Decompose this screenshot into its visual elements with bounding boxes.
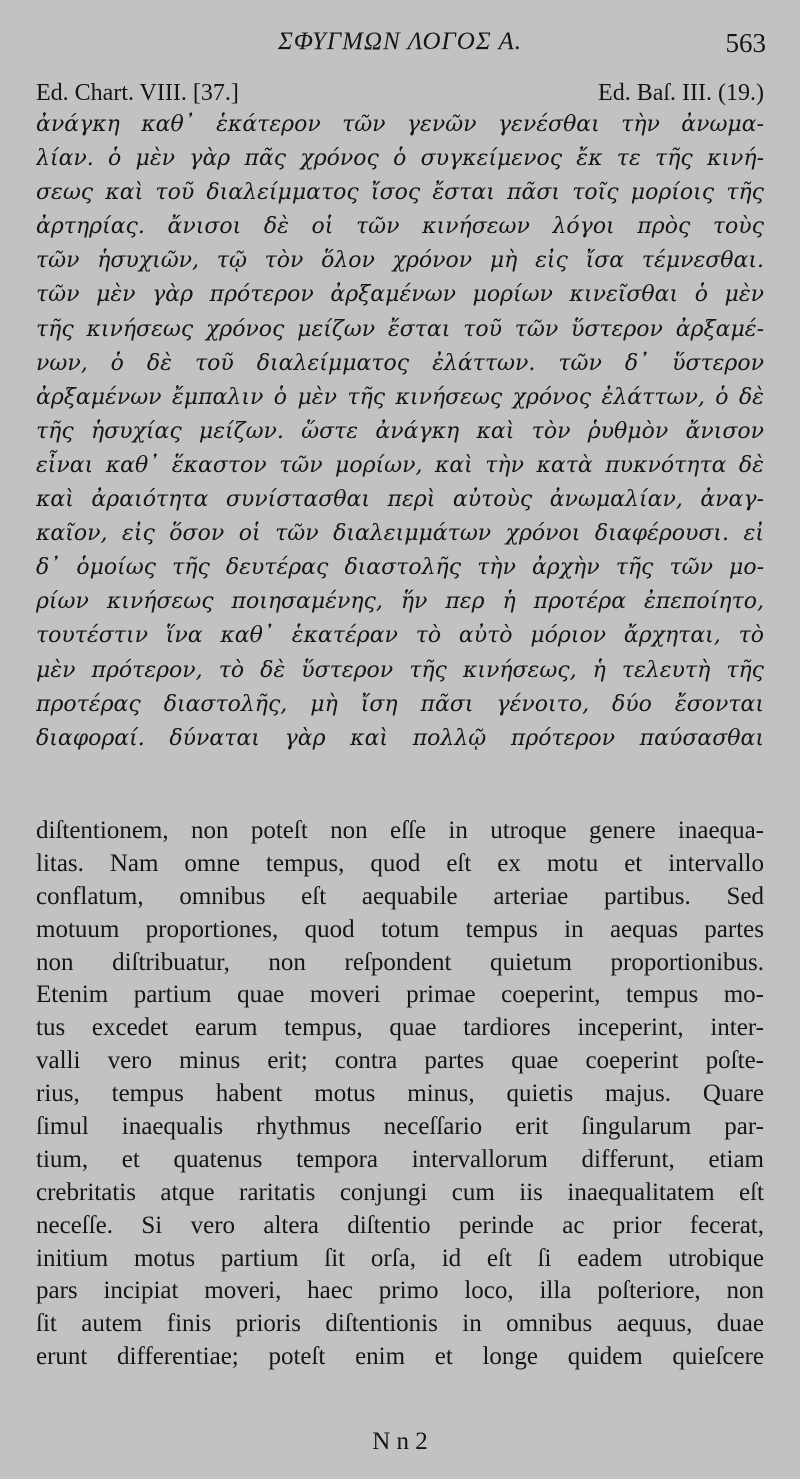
greek-line: μὲν πρότερον, τὸ δὲ ὕστερον τῆς κινήσεως, ἡ τελευτὴ τῆς [36,657,764,683]
latin-line: conflatum, omnibus eſt aequabile arteriae partibus. Sed [36,882,764,910]
latin-line: Etenim partium quae moveri primae coeperint, tempus mo- [36,981,764,1009]
latin-line: tus excedet earum tempus, quae tardiores inceperint, inter- [36,1014,764,1042]
latin-line: initium motus partium ſit orſa, id eſt ſi eadem utrobique [36,1244,764,1272]
greek-line: τῆς κινήσεως χρόνος μείζων ἔσται τοῦ τῶν ὕστερον ἀρξαμέ- [36,316,764,342]
greek-line: διαφοραί. δύναται γὰρ καὶ πολλῷ πρότερον παύσασθαι [36,725,764,751]
greek-line: ἀρτηρίας. ἄνισοι δὲ οἱ τῶν κινήσεων λόγοι πρὸς τοὺς [36,214,764,240]
greek-line: ρίων κινήσεως ποιησαμένης, ἥν περ ἡ προτέρα ἐπεποίητο, [36,589,764,615]
latin-line: non diſtribuatur, non reſpondent quietum proportionibus. [36,948,764,976]
edition-chart-reference: Ed. Chart. VIII. [37.] [36,80,239,106]
latin-line: ſimul inaequalis rhythmus neceſſario erit ſingularum par- [36,1113,764,1141]
greek-line: τῶν ἡσυχιῶν, τῷ τὸν ὅλον χρόνον μὴ εἰς ἴσα τέμνεσθαι. [36,248,764,274]
latin-line: valli vero minus erit; contra partes quae coeperint poſte- [36,1047,764,1075]
latin-line: neceſſe. Si vero altera diſtentio perinde ac prior fecerat, [36,1211,764,1239]
running-title: ΣΦΥΓΜΩΝ ΛΟΓΟΣ Α. [278,28,522,55]
signature-mark: N n 2 [372,1428,428,1455]
greek-line: προτέρας διαστολῆς, μὴ ἴση πᾶσι γένοιτο, δύο ἔσονται [36,691,764,717]
latin-line: pars incipiat moveri, haec primo loco, illa poſteriore, non [36,1277,764,1305]
greek-line: λίαν. ὁ μὲν γὰρ πᾶς χρόνος ὁ συγκείμενος ἔκ τε τῆς κινή- [36,146,764,172]
latin-line: motuum proportiones, quod totum tempus in aequas partes [36,915,764,943]
greek-line: τῶν μὲν γὰρ πρότερον ἀρξαμένων μορίων κινεῖσθαι ὁ μὲν [36,282,764,308]
greek-line: σεως καὶ τοῦ διαλείμματος ἴσος ἔσται πᾶσι τοῖς μορίοις τῆς [36,180,764,206]
edition-references [36,80,764,107]
latin-line: rius, tempus habent motus minus, quietis majus. Quare [36,1080,764,1108]
latin-line: crebritatis atque raritatis conjungi cum iis inaequalitatem eſt [36,1178,764,1206]
greek-line: καῖον, εἰς ὅσον οἱ τῶν διαλειμμάτων χρόνοι διαφέρουσι. εἰ [36,521,764,547]
latin-line: ſit autem finis prioris diſtentionis in omnibus aequus, duae [36,1310,764,1338]
greek-line: καὶ ἀραιότητα συνίστασθαι περὶ αὐτοὺς ἀνωμαλίαν, ἀναγ- [36,487,764,513]
greek-line: δ᾽ ὁμοίως τῆς δευτέρας διαστολῆς τὴν ἀρχὴν τῆς τῶν μο- [36,555,764,581]
latin-line: litas. Nam omne tempus, quod eſt ex motu et intervallo [36,849,764,877]
greek-text-block [36,108,764,756]
latin-line: erunt differentiae; poteſt enim et longe quidem quieſcere [36,1343,764,1371]
latin-line: diſtentionem, non poteſt non eſſe in utroque genere inaequa- [36,817,764,844]
latin-text-block [36,814,764,1373]
greek-line: νων, ὁ δὲ τοῦ διαλείμματος ἐλάττων. τῶν δ᾽ ὕστερον [36,350,764,376]
greek-line: ἀνάγκη καθ᾽ ἑκάτερον τῶν γενῶν γενέσθαι τὴν ἀνωμα- [36,112,764,137]
greek-line: τῆς ἡσυχίας μείζων. ὥστε ἀνάγκη καὶ τὸν ῥυθμὸν ἄνισον [36,418,764,444]
greek-line: τουτέστιν ἵνα καθ᾽ ἑκατέραν τὸ αὐτὸ μόριον ἄρχηται, τὸ [36,623,764,649]
greek-line: εἶναι καθ᾽ ἕκαστον τῶν μορίων, καὶ τὴν κατὰ πυκνότητα δὲ [36,452,764,478]
edition-basel-reference: Ed. Baſ. III. (19.) [598,80,764,106]
page-number: 563 [725,28,766,58]
greek-line: ἀρξαμένων ἔμπαλιν ὁ μὲν τῆς κινήσεως χρόνος ἐλάττων, ὁ δὲ [36,384,764,410]
latin-line: tium, et quatenus tempora intervallorum differunt, etiam [36,1145,764,1173]
